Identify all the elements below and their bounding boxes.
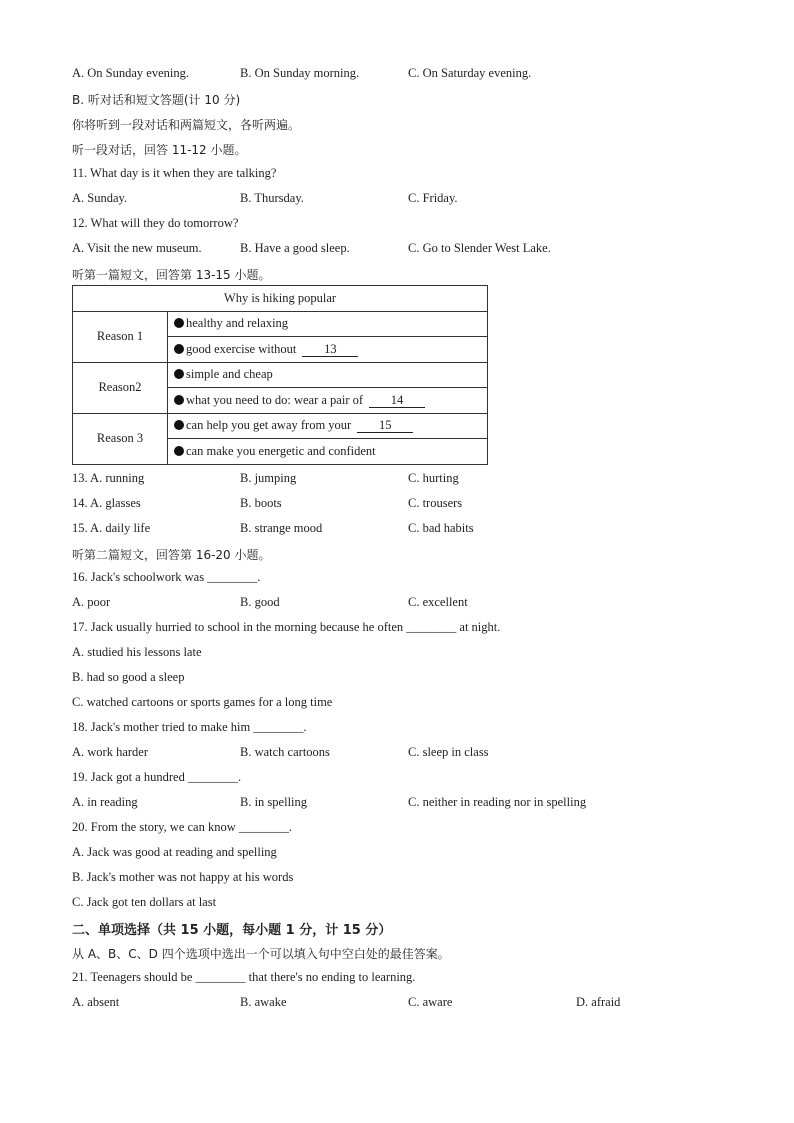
reason-3-label: Reason 3: [73, 413, 168, 464]
section-b-title: B. 听对话和短文答题(计 10 分): [72, 93, 241, 107]
q20-option-b: B. Jack's mother was not happy at his words: [72, 870, 294, 884]
q18-option-b: B. watch cartoons: [240, 745, 330, 759]
q17-option-a: A. studied his lessons late: [72, 645, 202, 659]
question-21: 21. Teenagers should be ________ that there's no ending to learning.: [72, 970, 416, 984]
question-18: 18. Jack's mother tried to make him ________.: [72, 720, 307, 734]
q16-option-a: A. poor: [72, 595, 111, 609]
passage2-instructions: 听第二篇短文，回答第 16-20 小题。: [72, 548, 271, 562]
q13-option-a: 13. A. running: [72, 471, 145, 485]
q17-option-b: B. had so good a sleep: [72, 670, 185, 684]
q18-option-c: C. sleep in class: [408, 745, 489, 759]
q12-option-b: B. Have a good sleep.: [240, 241, 350, 255]
bullet-icon: [174, 420, 184, 430]
reason-1-label: Reason 1: [73, 311, 168, 362]
q17-option-c: C. watched cartoons or sports games for a long time: [72, 695, 333, 709]
bullet-icon: [174, 446, 184, 456]
q14-option-c: C. trousers: [408, 496, 463, 510]
reason-1-item-2: good exercise without 13: [168, 337, 488, 363]
reason-2-item-1: simple and cheap: [168, 362, 488, 388]
q20-option-c: C. Jack got ten dollars at last: [72, 895, 217, 909]
dialogue-instructions: 听一段对话，回答 11-12 小题。: [72, 143, 247, 157]
q12-option-c: C. Go to Slender West Lake.: [408, 241, 551, 255]
reason-3-item-1: can help you get away from your 15: [168, 413, 488, 439]
q21-option-b: B. awake: [240, 995, 287, 1009]
option-c: C. On Saturday evening.: [408, 66, 532, 80]
q13-option-b: B. jumping: [240, 471, 297, 485]
reason-1-item-1: healthy and relaxing: [168, 311, 488, 337]
q15-option-a: 15. A. daily life: [72, 521, 151, 535]
section-2-title: 二、单项选择（共 15 小题，每小题 1 分，计 15 分）: [72, 923, 392, 938]
q15-option-b: B. strange mood: [240, 521, 323, 535]
q19-option-c: C. neither in reading nor in spelling: [408, 795, 587, 809]
section-b-instructions: 你将听到一段对话和两篇短文，各听两遍。: [72, 118, 301, 132]
bullet-icon: [174, 318, 184, 328]
reason-2-label: Reason2: [73, 362, 168, 413]
bullet-icon: [174, 369, 184, 379]
q12-option-a: A. Visit the new museum.: [72, 241, 202, 255]
option-b: B. On Sunday morning.: [240, 66, 360, 80]
q16-option-b: B. good: [240, 595, 280, 609]
question-11: 11. What day is it when they are talking?: [72, 166, 277, 180]
q21-option-d: D. afraid: [576, 995, 621, 1009]
blank-15: 15: [357, 419, 413, 433]
bullet-icon: [174, 344, 184, 354]
question-17: 17. Jack usually hurried to school in the morning because he often ________ at night.: [72, 620, 501, 634]
q14-option-a: 14. A. glasses: [72, 496, 141, 510]
question-20: 20. From the story, we can know ________.: [72, 820, 292, 834]
section-2-instructions: 从 A、B、C、D 四个选项中选出一个可以填入句中空白处的最佳答案。: [72, 947, 450, 961]
option-a: A. On Sunday evening.: [72, 66, 189, 80]
hiking-table: [72, 285, 488, 465]
table-title: Why is hiking popular: [73, 286, 488, 312]
q21-option-c: C. aware: [408, 995, 453, 1009]
q18-option-a: A. work harder: [72, 745, 149, 759]
question-16: 16. Jack's schoolwork was ________.: [72, 570, 261, 584]
question-19: 19. Jack got a hundred ________.: [72, 770, 242, 784]
q11-option-a: A. Sunday.: [72, 191, 128, 205]
blank-13: 13: [302, 343, 358, 357]
q14-option-b: B. boots: [240, 496, 282, 510]
q11-option-b: B. Thursday.: [240, 191, 304, 205]
q19-option-b: B. in spelling: [240, 795, 308, 809]
q19-option-a: A. in reading: [72, 795, 138, 809]
q11-option-c: C. Friday.: [408, 191, 458, 205]
reason-2-item-2: what you need to do: wear a pair of 14: [168, 388, 488, 414]
q16-option-c: C. excellent: [408, 595, 468, 609]
bullet-icon: [174, 395, 184, 405]
blank-14: 14: [369, 394, 425, 408]
q15-option-c: C. bad habits: [408, 521, 474, 535]
q20-option-a: A. Jack was good at reading and spelling: [72, 845, 277, 859]
q21-option-a: A. absent: [72, 995, 120, 1009]
passage1-instructions: 听第一篇短文，回答第 13-15 小题。: [72, 268, 271, 282]
reason-3-item-2: can make you energetic and confident: [168, 439, 488, 465]
question-12: 12. What will they do tomorrow?: [72, 216, 239, 230]
q13-option-c: C. hurting: [408, 471, 459, 485]
